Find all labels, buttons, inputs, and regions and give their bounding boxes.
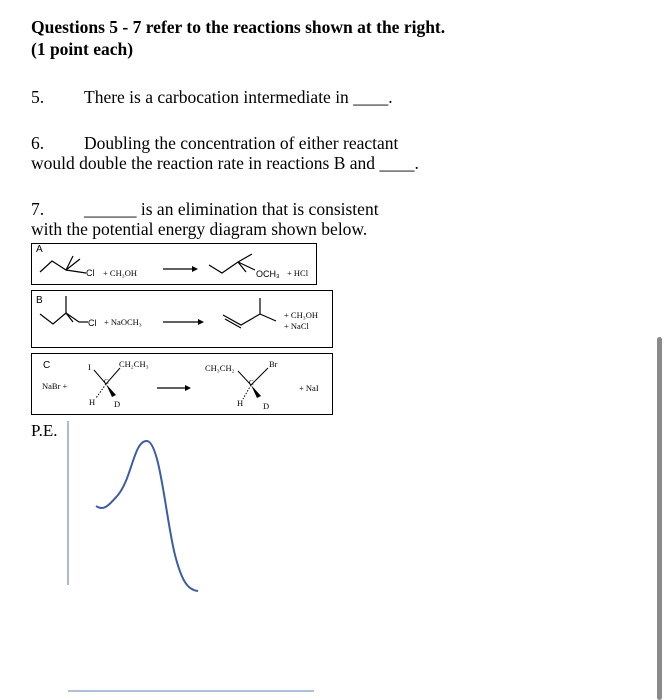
reaction-c-iodo: I [88, 362, 91, 372]
heading-line-2: (1 point each) [31, 39, 134, 59]
question-7-number: 7. [31, 199, 45, 219]
pe-axis-label: P.E. [31, 421, 58, 440]
pe-curve [96, 441, 198, 591]
reaction-c-bromo: Br [269, 359, 278, 369]
reaction-a-reagent: + CH₃OH [103, 268, 137, 278]
reaction-c-reagent: NaBr + [42, 381, 68, 391]
reaction-c-product-carbon: C [249, 379, 254, 387]
question-6-period: . [414, 153, 419, 173]
question-7-text-line-1: is an elimination that is consistent [140, 199, 379, 219]
reaction-c-product-ethyl: CH₃CH₂ [205, 363, 235, 373]
reaction-c-label: C [43, 360, 51, 371]
question-6-number: 6. [31, 133, 45, 153]
reaction-c-reactant-d: D [114, 399, 121, 409]
reaction-b-reagent: + NaOCH₃ [104, 317, 142, 327]
heading-line-1: Questions 5 - 7 refer to the reactions shown at the right. [31, 17, 446, 37]
reaction-b-byproduct-1: + CH₃OH [284, 310, 318, 320]
reaction-b-leaving-group: Cl [88, 318, 97, 328]
question-6-text-line-2: would double the reaction rate in reactions B and [31, 153, 376, 173]
reaction-c-reactant-ethyl: CH₂CH₃ [119, 359, 149, 369]
question-5-number: 5. [31, 87, 45, 107]
reaction-c-product-d: D [263, 401, 270, 411]
question-7-text-line-2: with the potential energy diagram shown below. [31, 219, 368, 239]
reaction-a-label: A [36, 244, 43, 255]
question-5-period: . [388, 87, 393, 107]
reaction-c-reactant-h: H [89, 397, 96, 407]
scrollbar-thumb[interactable] [657, 337, 662, 700]
reaction-a-byproduct: + HCl [287, 268, 309, 278]
reaction-b-label: B [36, 295, 43, 306]
question-7-blank[interactable]: ______ [84, 199, 137, 219]
question-5-blank[interactable]: ____ [353, 87, 389, 107]
question-6-blank[interactable]: ____ [379, 153, 415, 173]
reaction-c-product-h: H [237, 398, 244, 408]
reaction-a-leaving-group: Cl [86, 268, 95, 278]
reaction-a-product-group: OCH₃ [256, 269, 280, 279]
reaction-b-byproduct-2: + NaCl [284, 321, 309, 331]
question-5-text: There is a carbocation intermediate in [84, 87, 349, 107]
question-6-text-line-1: Doubling the concentration of either reactant [84, 133, 399, 153]
reaction-c-reactant-carbon: C [104, 378, 109, 386]
reaction-c-byproduct: + NaI [299, 383, 319, 393]
